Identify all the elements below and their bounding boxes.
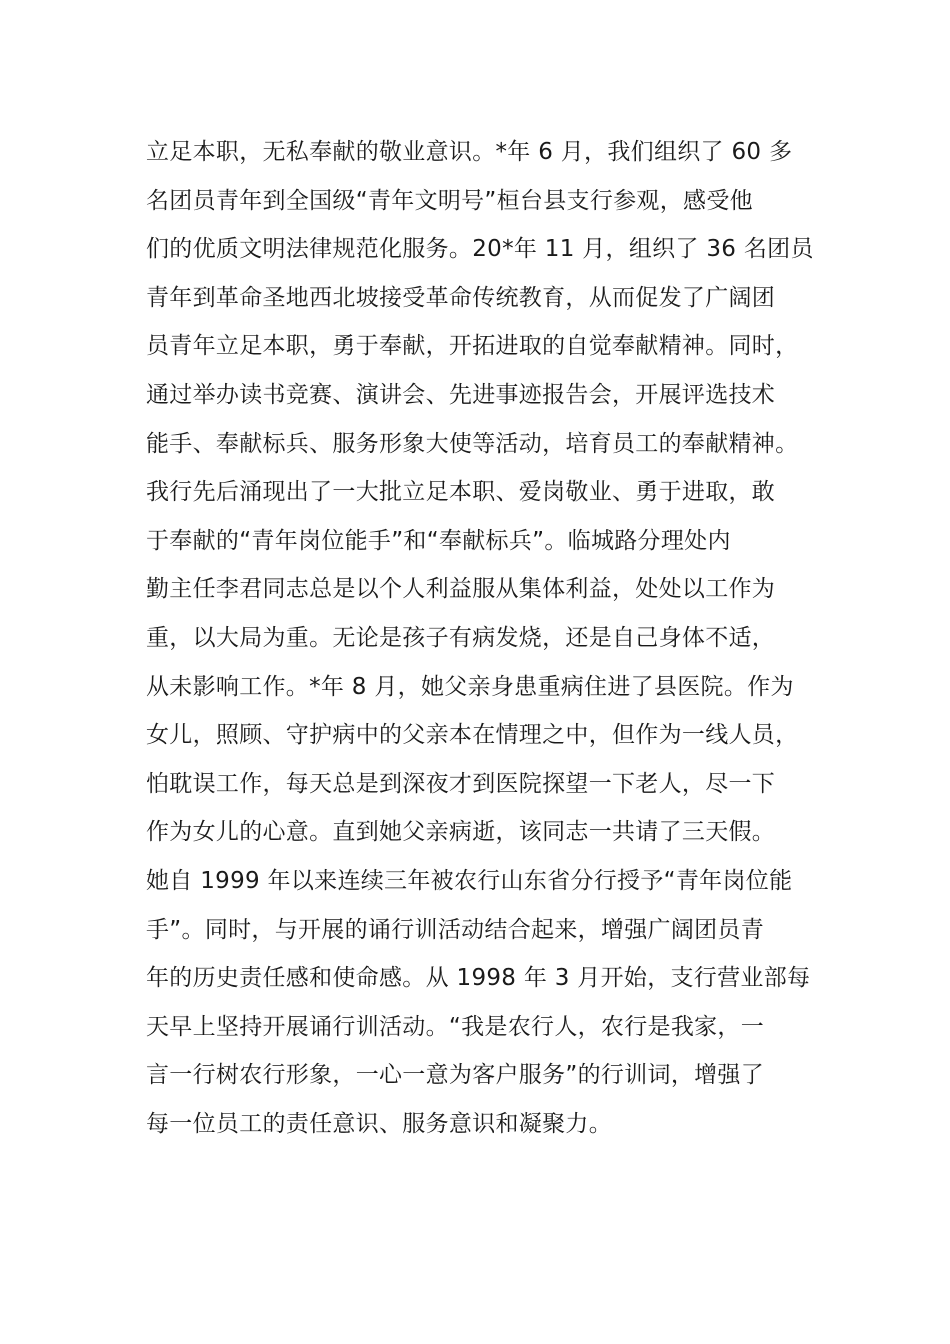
paragraph-line: 我行先后涌现出了一大批立足本职、爱岗敬业、勇于进取，敢 [146, 479, 776, 506]
paragraph-line: 怕耽误工作，每天总是到深夜才到医院探望一下老人，尽一下 [146, 770, 776, 797]
paragraph-line: 于奉献的“青年岗位能手”和“奉献标兵”。临城路分理处内 [146, 527, 731, 554]
body-paragraph [146, 128, 826, 1148]
paragraph-line: 作为女儿的心意。直到她父亲病逝，该同志一共请了三天假。 [146, 819, 776, 846]
paragraph-line: 女儿，照顾、守护病中的父亲本在情理之中，但作为一线人员， [146, 722, 799, 749]
paragraph-line: 重，以大局为重。无论是孩子有病发烧，还是自己身体不适， [146, 624, 776, 651]
paragraph-line: 员青年立足本职，勇于奉献，开拓进取的自觉奉献精神。同时， [146, 333, 799, 360]
paragraph-line: 言一行树农行形象，一心一意为客户服务”的行训词，增强了 [146, 1062, 765, 1089]
paragraph-line: 从未影响工作。*年 8 月，她父亲身患重病住进了县医院。作为 [146, 673, 794, 700]
paragraph-line: 她自 1999 年以来连续三年被农行山东省分行授予“青年岗位能 [146, 867, 793, 894]
paragraph-line: 通过举办读书竞赛、演讲会、先进事迹报告会，开展评选技术 [146, 381, 776, 408]
paragraph-line: 名团员青年到全国级“青年文明号”桓台县支行参观，感受他 [146, 187, 753, 214]
paragraph-line: 们的优质文明法律规范化服务。20*年 11 月，组织了 36 名团员 [146, 236, 814, 263]
paragraph-line: 每一位员工的责任意识、服务意识和凝聚力。 [146, 1110, 612, 1137]
paragraph-line: 勤主任李君同志总是以个人利益服从集体利益，处处以工作为 [146, 576, 776, 603]
paragraph-line: 手”。同时，与开展的诵行训活动结合起来，增强广阔团员青 [146, 916, 765, 943]
paragraph-line: 立足本职，无私奉献的敬业意识。*年 6 月，我们组织了 60 多 [146, 139, 793, 165]
paragraph-line: 青年到革命圣地西北坡接受革命传统教育，从而促发了广阔团 [146, 284, 776, 311]
paragraph-line: 天早上坚持开展诵行训活动。“我是农行人，农行是我家，一 [146, 1013, 765, 1040]
paragraph-line: 能手、奉献标兵、服务形象大使等活动，培育员工的奉献精神。 [146, 430, 799, 457]
paragraph-line: 年的历史责任感和使命感。从 1998 年 3 月开始，支行营业部每 [146, 965, 811, 992]
